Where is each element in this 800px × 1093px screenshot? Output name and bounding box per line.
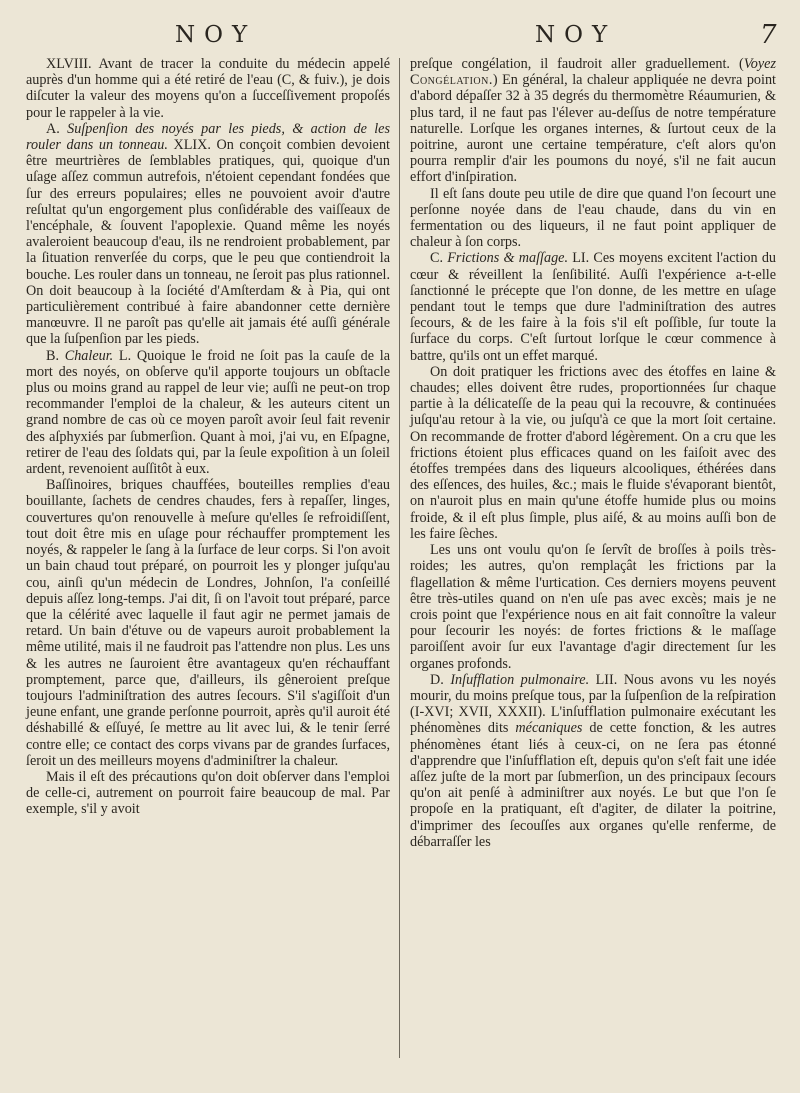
paragraph [410, 186, 776, 251]
text-run: XLIX. On conçoit combien devoient être meurtrières de ſemblables pratiques, qui, quoique d'un uſage aſſez commun autrefois, n'étoient cependant fondées que ſur des erreurs populaires; elles ne pouvoient avoir d'autre reſultat qu'un engorgement plus conſidérable des vaiſſeaux de l'encéphale, & ſouvent l'apoplexie. Quand même les noyés avaleroient beaucoup d'eau, ils ne rendroient probablement, par la ſituation renverſée du corps, que le peu que contiendroit la bouche. Les rouler dans un tonneau, ne ſeroit pas plus rationnel. On doit beaucoup à la ſociété d'Amſterdam & à Pia, qui ont particulièrement contribué à faire abandonner cette dernière manœuvre. Il ne paroît pas qu'elle ait jamais été auſſi générale que la ſuſpenſion par les pieds. [26, 137, 391, 348]
paragraph [410, 250, 776, 363]
text-run: B. [46, 347, 65, 364]
text-run: Les uns ont voulu qu'on ſe ſervît de broſſes à poils très-roides; les autres, qu'on remplaçât les frictions par la flagellation & même l'urtication. Ces derniers moyens peuvent être très-utiles quand on n'en uſe pas avec excès; mais je ne crois point que l'expérience nous en ait fait connoître la valeur pour ſecourir les noyés: de fortes frictions & le maſſage paroiſſent avoir ſur eux l'avantage d'agir directement ſur les organes profonds. [410, 542, 776, 672]
text-run: Chaleur. [64, 347, 114, 364]
text-run: On doit pratiquer les frictions avec des étoffes en laine & chaudes; elles doivent être rudes, proportionnées ſur chaque partie à la délicateſſe de la peau qui la recouvre, & continuées juſqu'au retour à la vie, ou juſqu'à ce que la mort ſoit certaine. On recommande de frotter d'abord légèrement. On a cru que les frictions étoient plus efficaces quand on les faiſoit avec des étoffes trempées dans des liqueurs alcooliques, éthérées dans des eſſences, des huiles, &c.; mais le fluide s'évaporant bientôt, on n'auroit plus en main qu'une étoffe humide plus ou moins froide, & il eſt plus ſimple, plus aiſé, & au moins auſſi bon de les faire ſèches. [410, 363, 776, 542]
page-number: 7 [760, 20, 777, 50]
text-run: A. [46, 120, 68, 137]
text-run: Voyez [743, 56, 776, 72]
text-run: ) En général, la chaleur appliquée ne devra point d'abord dépaſſer 32 à 35 degrés du thermomètre Réaumurien, & plus tard, il ne faut pas l'élever au-deſſus de notre température naturelle. Lorſque les organes internes, & ſurtout ceux de la poitrine, auront une certaine température, c'eſt alors qu'on pourra remplir d'air les poumons du noyé, s'il ne fait aucun effort d'inſpiration. [410, 72, 776, 186]
text-run: LII. Nous avons vu les noyés mourir, du moins preſque tous, par la ſuſpenſion de la reſpiration (I-XVI; XVII, XXXII). L'inſufflation pulmonaire exécutant les phénomènes dits [410, 671, 777, 737]
right-column [410, 56, 776, 850]
paragraph [410, 542, 776, 672]
paragraph [410, 672, 776, 850]
text-run: Mais il eſt des précautions qu'on doit obſerver dans l'emploi de celle-ci, autrement on pourroit faire beaucoup de mal. Par exemple, s'il y avoit [26, 768, 390, 818]
text-run: Baſſinoires, briques chauffées, bouteilles remplies d'eau bouillante, ſachets de cendres chaudes, fers à repaſſer, linges, couvertures qu'on renouvelle à meſure qu'elles ſe refroidiſſent, tout doit être mis en uſage pour réchauffer promptement les noyés, & rappeler le ſang à la ſurface de leur corps. Si l'on avoit un bain chaud tout préparé, on pourroit les y plonger juſqu'au cou, ainſi qu'un médecin de Londres, Johnſon, l'a conſeillé depuis aſſez long-temps. J'ai dit, ſi on l'avoit tout préparé, parce que la célérité avec laquelle il faut agir ne permet jamais de retard. Un bain d'étuve ou de vapeurs auroit probablement la même utilité, mais il ne faudroit pas l'attendre non plus. Les uns & les autres ne ſauroient être avantageux qu'en réchauffant promptement, parce que, d'ailleurs, ils gêneroient preſque toujours l'adminiſtration des autres ſecours. S'il s'agiſſoit d'un jeune enfant, une grande perſonne pourroit, après qu'il auroit été déshabillé & eſſuyé, ſe mettre au lit avec lui, & le tenir ſerré contre elle; ce contact des corps vivans par de grandes ſurfaces, ſeroit un des meilleurs moyens d'adminiſtrer la chaleur. [26, 477, 390, 769]
text-run: C. [430, 250, 448, 267]
text-run: D. [430, 671, 451, 688]
text-run: preſque congélation, il faudroit aller graduellement. ( [410, 56, 744, 72]
paragraph [26, 121, 390, 348]
text-run: de cette fonction, & les autres phénomènes étant liés à ceux-ci, on ne ſera pas étonné d'apprendre que l'inſufflation eſt, depuis qu'on s'eſt fait une idée aſſez juſte de la mort par ſubmerſion, un des principaux ſecours qu'on ait penſé à adminiſtrer aux noyés. Le but que l'on ſe propoſe en la pratiquant, eſt d'agiter, de dilater la poitrine, d'imprimer des ſecouſſes aux organes qu'elle renferme, de débarraſſer les [410, 720, 776, 850]
text-run: Frictions & maſſage. [447, 250, 569, 267]
running-head-left: NOY [175, 22, 257, 48]
paragraph [26, 56, 390, 121]
paragraph [26, 769, 390, 818]
running-head-right: NOY [535, 22, 617, 48]
paragraph [26, 348, 390, 478]
text-run: mécaniques [515, 720, 583, 737]
text-run: Inſufflation pulmonaire. [450, 671, 590, 688]
paragraph [410, 364, 776, 542]
text-run: XLVIII. Avant de tracer la conduite du médecin appelé auprès d'un homme qui a été retiré de l'eau (C, & fuiv.), je dois diſcuter la valeur des moyens qu'on a ſucceſſivement propoſés pour le rappeler à la vie. [26, 56, 390, 121]
paragraph [26, 477, 390, 769]
left-column [26, 56, 390, 818]
text-run: Il eſt ſans doute peu utile de dire que quand l'on ſecourt une perſonne noyée dans de l'eau chaude, dans du vin en fermentation ou des liqueurs, il ne faut point appliquer de chaleur à ſon corps. [410, 185, 776, 251]
text-run: LI. Ces moyens excitent l'action du cœur & réveillent la ſenſibilité. Auſſi l'expérience a-t-elle ſanctionné le précepte que l'on donne, de les mettre en uſage pendant tout le temps que dure l'adminiſtration des autres ſecours, & de les faire à la fois s'il eſt poſſible, ſur toute la ſurface du corps. C'eſt ſurtout lorſque le cœur commence à battre, qu'ils ont un effet marqué. [410, 250, 777, 364]
text-run: Congélation. [410, 72, 493, 89]
paragraph [410, 56, 776, 186]
column-rule [399, 58, 400, 1058]
text-run: Suſpenſion des noyés par les pieds, & action de les rouler dans un tonneau. [26, 120, 391, 154]
text-run: L. Quoique le froid ne ſoit pas la cauſe de la mort des noyés, on obſerve qu'il apporte toujours un obſtacle plus ou moins grand au rappel de leur vie; auſſi ne peut-on trop recommander l'emploi de la chaleur, & les auteurs citent un grand nombre de cas où ce moyen paroît avoir ſeul fait revenir des aſphyxiés par ſubmerſion. Quant à moi, j'ai vu, en Eſpagne, retirer de l'eau des ſoldats qui, par la ſeule expoſition à un ſoleil ardent, revenoient auſſitôt à eux. [26, 347, 390, 478]
